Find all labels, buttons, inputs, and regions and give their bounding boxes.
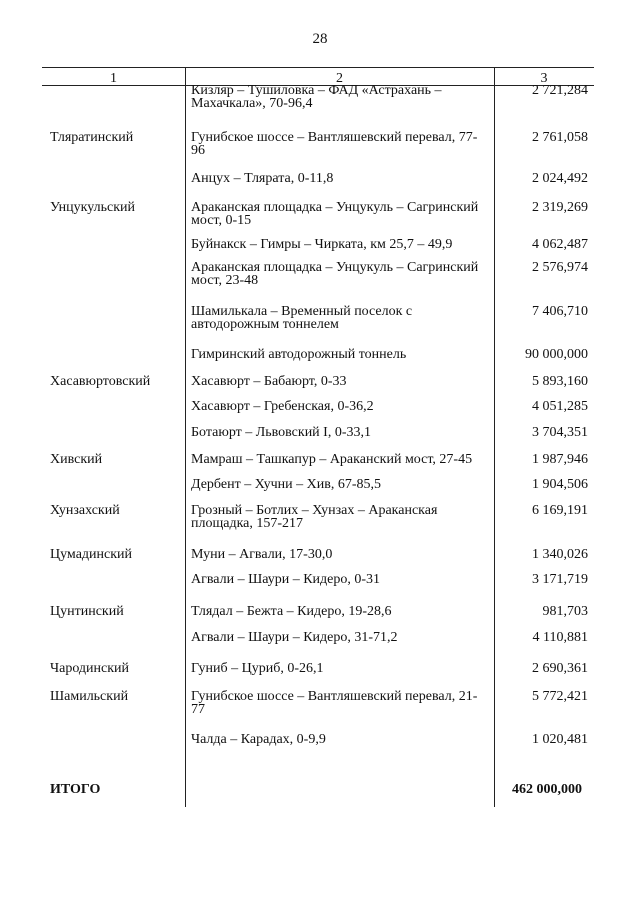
amount-value: 1 904,506 <box>532 477 588 492</box>
amount-value: 4 110,881 <box>532 630 588 645</box>
column-header-3: 3 <box>540 71 548 86</box>
road-name: Анцух – Тлярата, 0-11,8 <box>191 171 334 186</box>
amount-value: 3 171,719 <box>532 572 588 587</box>
road-name: Араканская площадка – Унцукуль – Сагринский мост, 23-48 <box>191 260 479 288</box>
amount-value: 2 576,974 <box>532 260 588 275</box>
amount-value: 2 319,269 <box>532 200 588 215</box>
district-name: Хивский <box>50 452 103 467</box>
amount-value: 5 772,421 <box>532 689 588 704</box>
table-top-rule <box>42 67 594 68</box>
road-name: Шамилькала – Временный поселок с автодорожным тоннелем <box>191 304 413 332</box>
amount-value: 2 761,058 <box>532 130 588 145</box>
road-name: Мамраш – Ташкапур – Араканский мост, 27-45 <box>191 452 473 467</box>
amount-value: 1 340,026 <box>532 547 588 562</box>
road-name: Тлядал – Бежта – Кидеро, 19-28,6 <box>191 604 392 619</box>
amount-value: 5 893,160 <box>532 374 588 389</box>
road-name: Араканская площадка – Унцукуль – Сагринский мост, 0-15 <box>191 200 479 228</box>
amount-value: 1 020,481 <box>532 732 588 747</box>
district-name: Шамильский <box>50 689 129 704</box>
column-header-2: 2 <box>336 71 343 86</box>
road-name: Кизляр – Тушиловка – ФАД «Астрахань – Махачкала», 70-96,4 <box>191 83 442 111</box>
district-name: Цунтинский <box>50 604 124 619</box>
road-name: Гимринский автодорожный тоннель <box>191 347 407 362</box>
amount-value: 3 704,351 <box>532 425 588 440</box>
amount-value: 90 000,000 <box>525 347 588 362</box>
amount-value: 4 062,487 <box>532 237 588 252</box>
road-name: Агвали – Шаури – Кидеро, 0-31 <box>191 572 381 587</box>
road-name: Ботаюрт – Львовский I, 0-33,1 <box>191 425 371 440</box>
amount-value: 2 690,361 <box>532 661 588 676</box>
road-name: Гунибское шоссе – Вантляшевский перевал, 77-96 <box>191 130 478 158</box>
road-name: Муни – Агвали, 17-30,0 <box>191 547 333 562</box>
page-number: 28 <box>312 31 328 47</box>
road-name: Дербент – Хучни – Хив, 67-85,5 <box>191 477 381 492</box>
road-name: Хасавюрт – Гребенская, 0-36,2 <box>191 399 374 414</box>
road-name: Агвали – Шаури – Кидеро, 31-71,2 <box>191 630 398 645</box>
road-name: Хасавюрт – Бабаюрт, 0-33 <box>191 374 347 389</box>
district-name: Чародинский <box>50 661 130 676</box>
district-name: Хасавюртовский <box>50 374 151 389</box>
amount-value: 7 406,710 <box>532 304 588 319</box>
road-name: Гуниб – Цуриб, 0-26,1 <box>191 661 324 676</box>
road-name: Чалда – Карадах, 0-9,9 <box>191 732 326 747</box>
road-name: Буйнакск – Гимры – Чирката, км 25,7 – 49,9 <box>191 237 453 252</box>
amount-value: 1 987,946 <box>532 452 588 467</box>
amount-value: 981,703 <box>542 604 588 619</box>
road-name: Гунибское шоссе – Вантляшевский перевал, 21-77 <box>191 689 478 717</box>
column-divider-2 <box>494 67 495 807</box>
amount-value: 2 024,492 <box>532 171 588 186</box>
district-name: Унцукульский <box>50 200 136 215</box>
amount-value: 4 051,285 <box>532 399 588 414</box>
road-name: Грозный – Ботлих – Хунзах – Араканская площадка, 157-217 <box>191 503 438 531</box>
district-name: Тляратинский <box>50 130 134 145</box>
district-name: Цумадинский <box>50 547 133 562</box>
column-divider-1 <box>185 67 186 807</box>
amount-value: 6 169,191 <box>532 503 588 518</box>
total-label: ИТОГО <box>50 782 101 797</box>
amount-value: 2 721,284 <box>532 83 588 98</box>
column-header-1: 1 <box>110 71 117 86</box>
district-name: Хунзахский <box>50 503 120 518</box>
total-amount: 462 000,000 <box>512 782 582 797</box>
